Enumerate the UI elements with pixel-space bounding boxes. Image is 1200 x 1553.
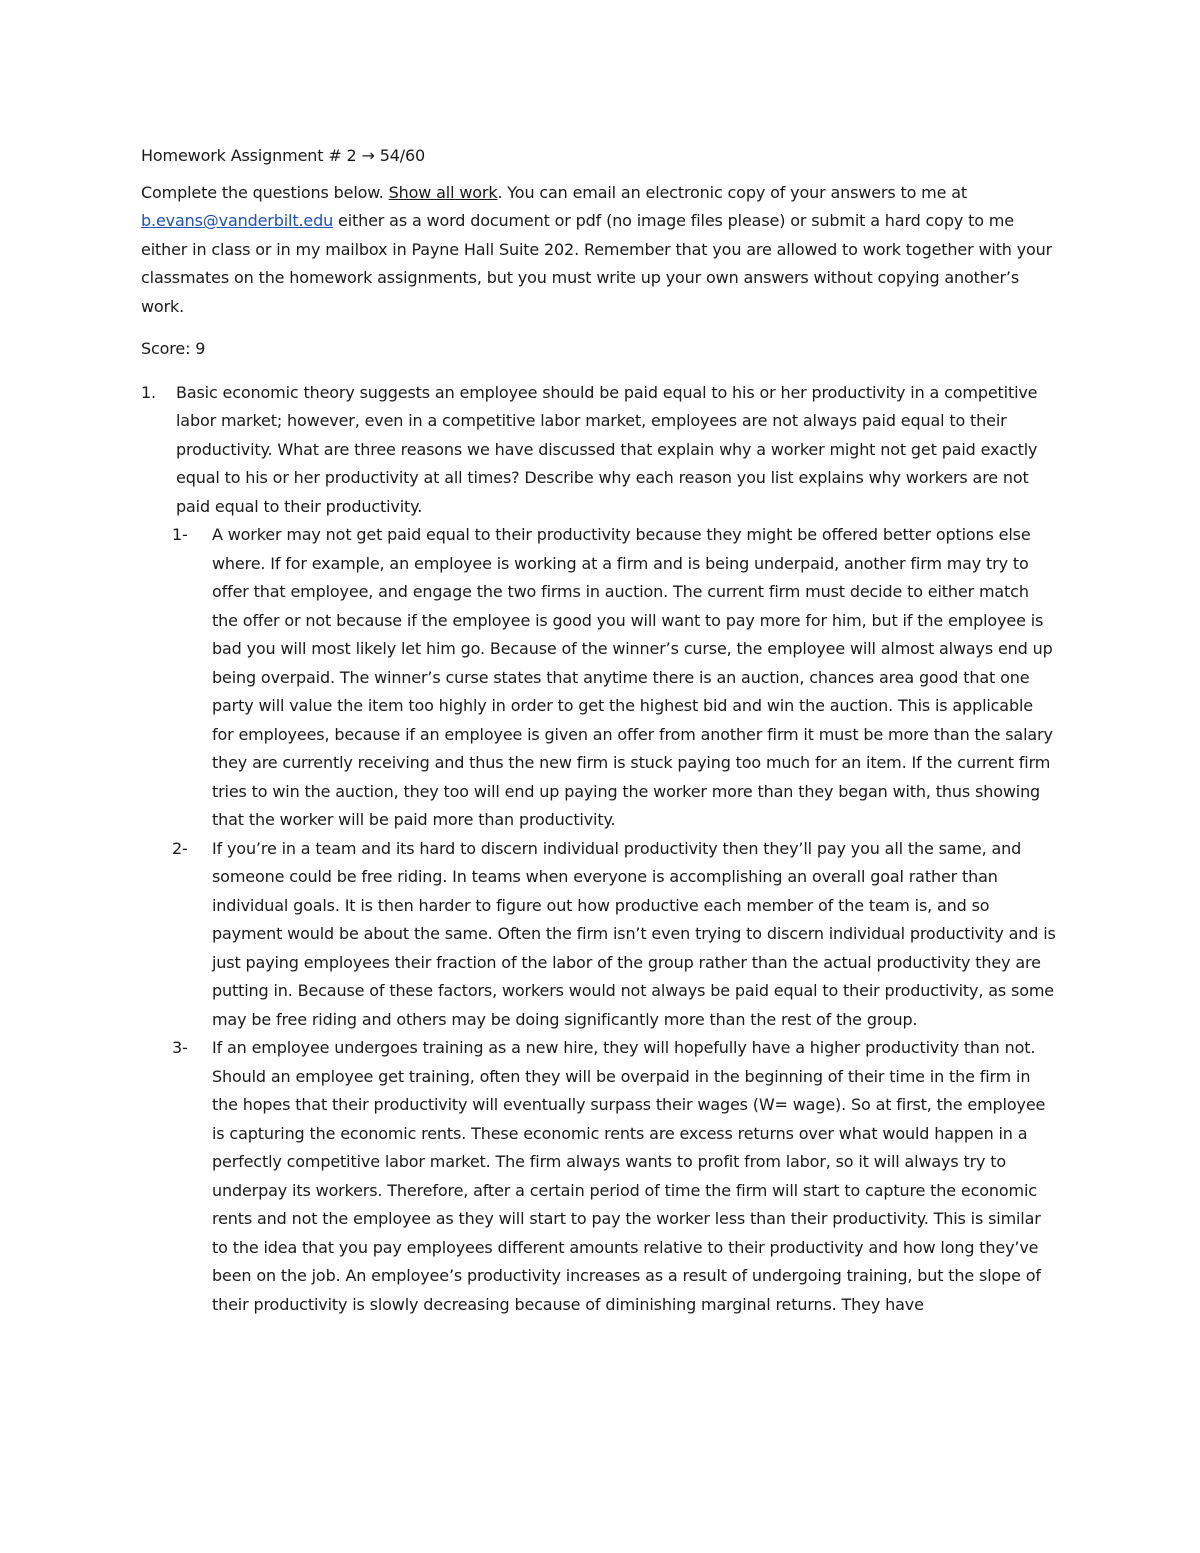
answer-number: 2- — [172, 838, 188, 858]
document-body — [141, 142, 1056, 1319]
show-all-work-text: Show all work — [388, 182, 498, 202]
answer-1 — [141, 521, 1056, 835]
question-number: 1. — [141, 382, 156, 402]
instructions-paragraph — [141, 179, 1056, 322]
answer-2 — [141, 835, 1056, 1035]
answer-text: If you’re in a team and its hard to discern individual productivity then they’ll pay you all the same, and someone could be free riding. In teams when everyone is accomplishing an overall goal rather than individual goals. It is then harder to figure out how productive each member of the team is, and so payment would be about the same. Often the firm isn’t even trying to discern individual productivity and is just paying employees their fraction of the labor of the group rather than the actual productivity they are putting in. Because of these factors, workers would not always be paid equal to their productivity, as some may be free riding and others may be doing significantly more than the rest of the group. — [212, 838, 1056, 1029]
score-label: Score: 9 — [141, 339, 206, 358]
answer-text: If an employee undergoes training as a new hire, they will hopefully have a higher productivity than not. Should an employee get training, often they will be overpaid in the beginning of their time in the firm in the hopes that their productivity will eventually surpass their wages (W= wage). So at first, the employee is capturing the economic rents. These economic rents are excess returns over what would happen in a perfectly competitive labor market. The firm always wants to profit from labor, so it will always try to underpay its workers. Therefore, after a certain period of time the firm will start to capture the economic rents and not the employee as they will start to pay the worker less than their productivity. This is similar to the idea that you pay employees different amounts relative to their productivity and how long they’ve been on the job. An employee’s productivity increases as a result of undergoing training, but the slope of their productivity is slowly decreasing because of diminishing marginal returns. They have — [212, 1038, 1046, 1314]
instructions-text-1: Complete the questions below. — [141, 182, 389, 202]
answer-number: 3- — [172, 1038, 188, 1057]
question-1 — [141, 379, 1056, 522]
page-title: Homework Assignment # 2 → 54/60 — [141, 146, 426, 165]
instructions-text-2: . You can email an electronic copy of your answers to me at — [497, 182, 968, 202]
answer-list — [141, 521, 1056, 1319]
answer-3 — [141, 1034, 1056, 1319]
answer-number: 1- — [172, 525, 188, 544]
question-text: Basic economic theory suggests an employee should be paid equal to his or her productivity in a competitive labor market; however, even in a competitive labor market, employees are not always paid equal to their productivity. What are three reasons we have discussed that explain why a worker might not get paid exactly equal to his or her productivity at all times? Describe why each reason you list explains why workers are not paid equal to their productivity. — [176, 382, 1038, 516]
email-link[interactable]: b.evans@vanderbilt.edu — [141, 211, 334, 230]
answer-text: A worker may not get paid equal to their productivity because they might be offered better options else where. If for example, an employee is working at a firm and is being underpaid, another firm may try to offer that employee, and engage the two firms in auction. The current firm must decide to either match the offer or not because if the employee is good you will want to pay more for him, but if the employee is bad you will most likely let him go. Because of the winner’s curse, the employee will almost always end up being overpaid. The winner’s curse states that anytime there is an auction, chances area good that one party will value the item too highly in order to get the highest bid and win the auction. This is applicable for employees, because if an employee is given an offer from another firm it must be more than the salary they are currently receiving and thus the new firm is stuck paying too much for an item. If the current firm tries to win the auction, they too will end up paying the worker more than they began with, thus showing that the worker will be paid more than productivity. — [212, 525, 1053, 829]
instructions-text-3: either as a word document or pdf (no image files please) or submit a hard copy to me either in class or in my mailbox in Payne Hall Suite 202. Remember that you are allowed to work together with your classmates on the homework assignments, but you must write up your own answers without copying another’s work. — [141, 211, 1053, 316]
